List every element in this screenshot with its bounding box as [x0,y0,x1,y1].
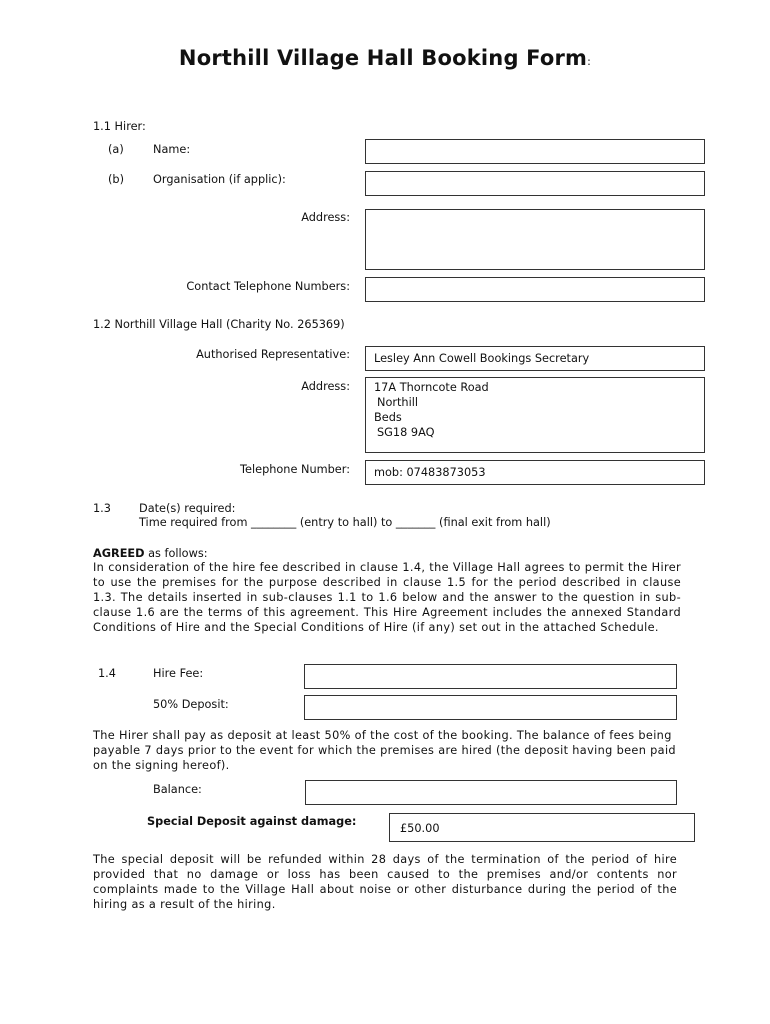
hirer-name-field[interactable] [365,139,705,164]
deposit-label: 50% Deposit: [153,698,229,711]
agreement-body: In consideration of the hire fee described in clause 1.4, the Village Hall agrees to permit the Hirer to use the premises for the purpose described in clause 1.5 for the period described in clause 1.3. The details inserted in sub-clauses 1.1 to 1.6 below and the answer to the question in sub-clause 1.6 are the terms of this agreement. This Hire Agreement includes the annexed Standard Conditions of Hire and the Special Conditions of Hire (if any) set out in the attached Schedule. [93,561,681,634]
fees-number: 1.4 [98,667,116,680]
special-deposit-value: £50.00 [400,822,440,835]
refund-text: The special deposit will be refunded within 28 days of the termination of the period of hire provided that no damage or loss has been caused to the premises and/or contents nor complaints made to the Village Hall about noise or other disturbance during the period of the hiring as a result of the hiring. [93,853,677,911]
hall-section-heading: 1.2 Northill Village Hall (Charity No. 265369) [93,318,345,331]
agreed-heading [93,547,208,561]
agreed-bold: AGREED [93,547,145,560]
hire-fee-label: Hire Fee: [153,667,204,680]
hirer-address-field[interactable] [365,209,705,270]
hirer-name-value [366,140,704,144]
hirer-phone-field[interactable] [365,277,705,302]
hall-phone-label: Telephone Number: [240,463,350,476]
rep-label: Authorised Representative: [196,348,350,361]
balance-label: Balance: [153,783,202,796]
agreed-rest: as follows: [144,547,208,560]
name-label: Name: [153,143,191,156]
form-title [0,46,770,70]
deposit-field[interactable] [304,695,677,720]
hall-address-field[interactable] [365,377,705,453]
dates-required: Date(s) required: [139,502,236,515]
hall-address-line: Beds [374,411,402,424]
dates-number: 1.3 [93,502,111,515]
form-title-colon: : [587,55,592,68]
org-letter: (b) [108,173,124,186]
hall-address-label: Address: [301,380,350,393]
hall-address-value [366,378,704,440]
balance-field[interactable] [305,780,677,805]
hall-address-line: Northill [377,396,419,409]
hire-fee-field[interactable] [304,664,677,689]
hall-phone-field[interactable] [365,460,705,485]
deposit-text: The Hirer shall pay as deposit at least 50% of the cost of the booking. The balance of fees being payable 7 days prior to the event for which the premises are hired (the deposit having been paid on the signing hereof). [93,729,676,772]
form-title-text: Northill Village Hall Booking Form [178,46,588,70]
rep-field[interactable] [365,346,705,371]
rep-value: Lesley Ann Cowell Bookings Secretary [374,352,590,365]
hirer-address-label: Address: [301,211,350,224]
hirer-section-heading: 1.1 Hirer: [93,120,146,133]
hall-phone-value: mob: 07483873053 [374,466,486,479]
org-label: Organisation (if applic): [153,173,286,186]
special-deposit-field[interactable] [389,813,695,842]
name-letter: (a) [108,143,124,156]
special-deposit-label: Special Deposit against damage: [147,815,357,828]
hall-address-line: SG18 9AQ [377,426,435,439]
hirer-org-value [366,172,704,176]
hirer-phone-label: Contact Telephone Numbers: [186,280,350,293]
hirer-address-value [366,210,704,214]
hirer-phone-value [366,278,704,282]
time-required: Time required from ________ (entry to hall) to _______ (final exit from hall) [139,516,551,529]
hall-address-line: 17A Thorncote Road [374,381,489,394]
hirer-org-field[interactable] [365,171,705,196]
